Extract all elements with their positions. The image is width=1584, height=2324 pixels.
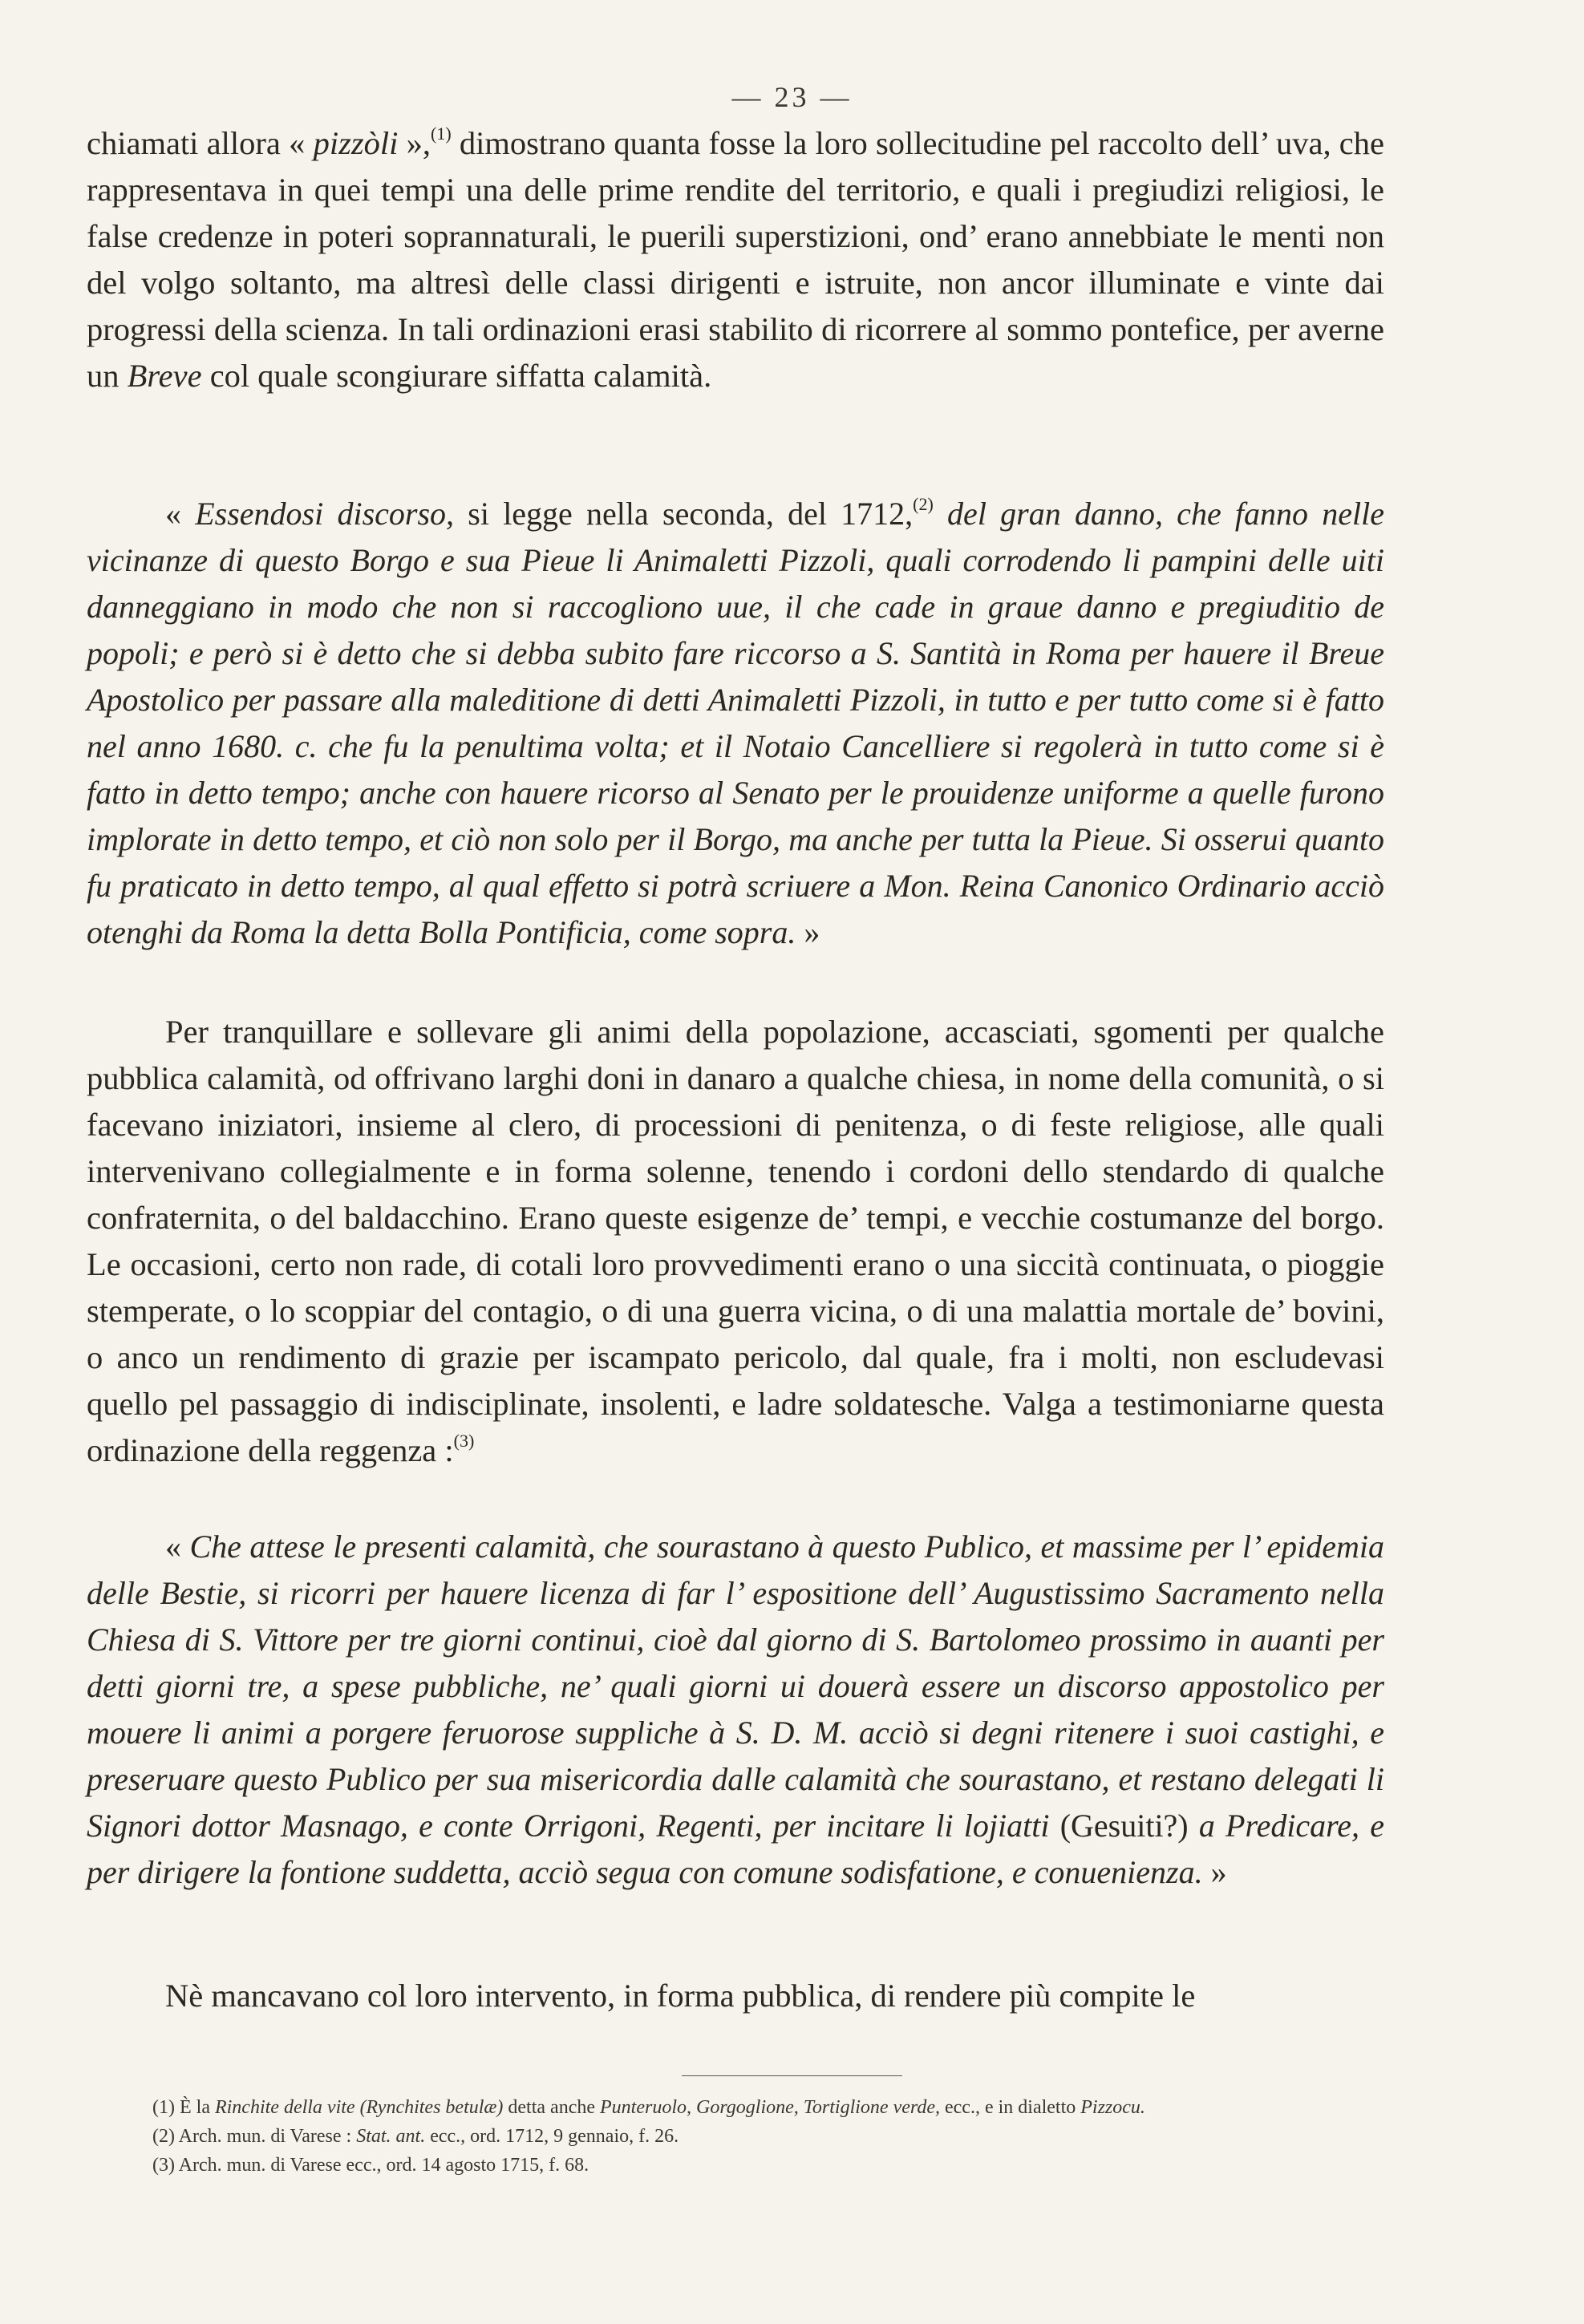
quote1-text-c: del gran danno, che fanno nelle vicinanze di questo Borgo e sua Pieue li Animaletti Pizzoli, quali corrodendo li pampini delle uiti danneggiano in modo che non si raccogliono uue, il che cade in graue danno e pregiuditio de popoli; e però si è detto che si debba subito fare riccorso a S. Santità in Roma per hauere il Breue Apostolico per passare alla maleditione di detti Animaletti Pizzoli, in tutto e per tutto come si è fatto nel anno 1680. c. che fu la penultima volta; et il Notaio Cancelliere si regolerà in tutto come si è fatto in detto tempo; anche con hauere ricorso al Senato per le prouidenze uniforme a quelle furono implorate in detto tempo, et ciò non solo per il Borgo, ma anche per tutta la Pieue. Si osserui quanto fu praticato in detto tempo, al qual effetto si potrà scriuere a Mon. Reina Canonico Ordinario acciò otenghi da Roma la detta Bolla Pontificia, come sopra. xyxy=(87,496,1385,950)
quote2-close: » xyxy=(1202,1854,1227,1890)
para1-pizzoli: pizzòli xyxy=(313,125,399,161)
paragraph-2 xyxy=(87,1009,1384,1474)
footnote-3 xyxy=(152,2151,1379,2180)
quote-2 xyxy=(87,1524,1384,1896)
footnote-1 xyxy=(152,2093,1379,2122)
fn1-e: ecc., e in dialetto xyxy=(940,2097,1081,2118)
quote2-open: « xyxy=(165,1528,190,1565)
footnote-ref-3: (3) xyxy=(453,1431,475,1451)
para1-text-b: », xyxy=(398,125,431,161)
fn1-num: (1) xyxy=(152,2097,180,2118)
footnote-2 xyxy=(152,2122,1379,2151)
quote1-close: » xyxy=(796,914,820,950)
footnote-ref-1: (1) xyxy=(431,123,452,144)
fn1-d: Punteruolo, Gorgoglione, Tortiglione verde, xyxy=(600,2097,940,2118)
fn2-c: ecc., ord. 1712, 9 gennaio, f. 26. xyxy=(425,2126,679,2147)
fn3-num: (3) xyxy=(152,2155,179,2176)
para1-breve: Breve xyxy=(127,358,202,394)
footnote-ref-2: (2) xyxy=(913,494,934,514)
page-number: — 23 — xyxy=(731,81,853,113)
para3-text: Nè mancavano col loro intervento, in forma pubblica, di rendere più compite le xyxy=(165,1978,1196,2014)
quote1-text-b: si legge nella seconda, del 1712, xyxy=(454,496,914,532)
quote1-text-a: Essendosi discorso, xyxy=(195,496,455,532)
fn1-a: È la xyxy=(179,2097,215,2118)
footnote-divider xyxy=(682,2075,902,2076)
footnotes xyxy=(152,2093,1379,2180)
para2-text: Per tranquillare e sollevare gli animi della popolazione, accasciati, sgomenti per qualche pubblica calamità, od offrivano larghi doni in danaro a qualche chiesa, in nome della comunità, o si facevano iniziatori, insieme al clero, di processioni di penitenza, o di feste religiose, alle quali intervenivano collegialmente e in forma solenne, tenendo i cordoni dello stendardo di qualche confraternita, o del baldacchino. Erano queste esigenze de’ tempi, e vecchie costumanze del borgo. Le occasioni, certo non rade, di cotali loro provvedimenti erano o una siccità continuata, o pioggie stemperate, o lo scoppiar del contagio, o di una guerra vicina, o di una malattia mortale de’ bovini, o anco un rendimento di grazie per iscampato pericolo, dal quale, fra i molti, non escludevasi quello pel passaggio di indisciplinate, insolenti, e ladre soldatesche. Valga a testimoniarne questa ordinazione della reggenza : xyxy=(87,1014,1384,1468)
para1-text-d: col quale scongiurare siffatta calamità. xyxy=(201,358,712,394)
quote2-text-b: a Predicare, e per dirigere la fontione suddetta, acciò segua con comune sodisfatione, e conuenienza. xyxy=(87,1808,1384,1890)
fn2-b: Stat. ant. xyxy=(356,2126,426,2147)
fn3-a: Arch. mun. di Varese ecc., ord. 14 agosto 1715, f. 68. xyxy=(178,2155,589,2176)
fn1-b: Rinchite della vite (Rynchites betulæ) xyxy=(214,2097,504,2118)
quote2-text-a: Che attese le presenti calamità, che sourastano à questo Publico, et massime per l’ epidemia delle Bestie, si ricorri per hauere licenza di far l’ espositione dell’ Augustissimo Sacramento nella Chiesa di S. Vittore per tre giorni continui, cioè dal giorno di S. Bartolomeo prossimo in auanti per detti giorni tre, a spese pubbliche, ne’ quali giorni ui douerà essere un discorso appostolico per mouere li animi a porgere feruorose suppliche à S. D. M. acciò si degni ritenere i suoi castighi, e preseruare questo Publico per sua misericordia dalle calamità che sourastano, et restano delegati li Signori dottor Masnago, e conte Orrigoni, Regenti, per incitare li lojiatti xyxy=(87,1528,1385,1844)
fn1-c: detta anche xyxy=(503,2097,601,2118)
fn1-f: Pizzocu. xyxy=(1080,2097,1145,2118)
quote-1 xyxy=(87,491,1384,956)
para1-text-a: chiamati allora « xyxy=(87,125,314,161)
quote2-gesuiti: (Gesuiti?) xyxy=(1049,1808,1199,1844)
fn2-a: Arch. mun. di Varese : xyxy=(178,2126,357,2147)
para1-text-c: dimostrano quanta fosse la loro sollecitudine pel raccolto dell’ uva, che rappresentava in quei tempi una delle prime rendite del territorio, e quali i pregiudizi religiosi, le false credenze in poteri soprannaturali, le puerili superstizioni, ond’ erano annebbiate le menti non del volgo soltanto, ma altresì delle classi dirigenti e istruite, non ancor illuminate e vinte dai progressi della scienza. In tali ordinazioni erasi stabilito di ricorrere al sommo pontefice, per averne un xyxy=(87,125,1385,394)
paragraph-1 xyxy=(87,120,1384,399)
paragraph-3 xyxy=(87,1973,1384,2019)
quote1-open: « xyxy=(165,496,196,532)
fn2-num: (2) xyxy=(152,2126,179,2147)
